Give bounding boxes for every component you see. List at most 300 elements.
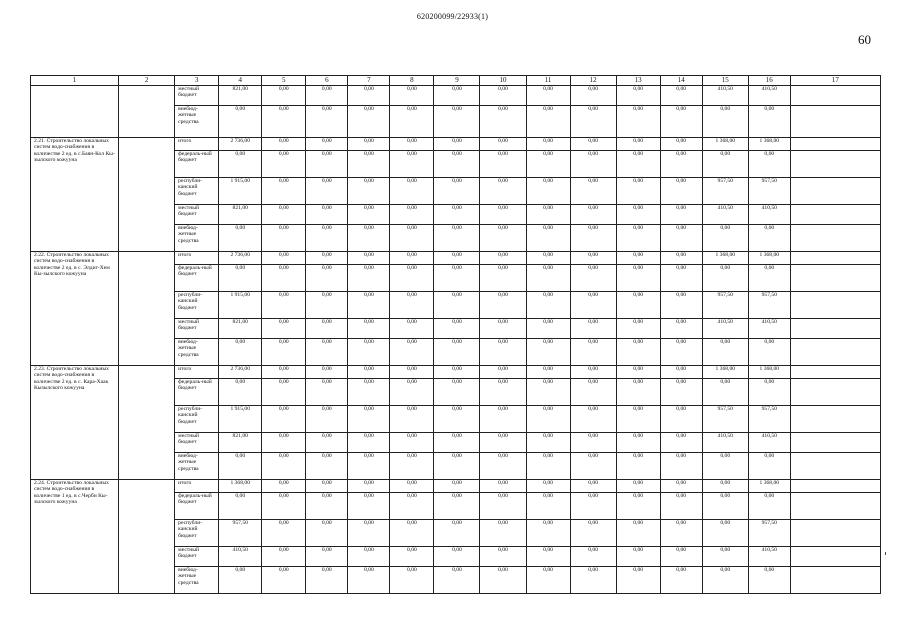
value-cell: 0,00 <box>262 339 306 366</box>
value-cell: 0,00 <box>434 520 480 547</box>
value-cell: 0,00 <box>434 547 480 567</box>
value-cell: 0,00 <box>390 379 434 406</box>
table-row <box>31 252 881 265</box>
value-cell: 0,00 <box>480 205 526 225</box>
empty-cell <box>790 453 880 480</box>
value-cell: 0,00 <box>480 520 526 547</box>
value-cell: 0,00 <box>390 106 434 138</box>
value-cell: 0,00 <box>660 138 702 151</box>
empty-cell <box>790 547 880 567</box>
value-cell: 0,00 <box>526 106 570 138</box>
value-cell: 0,00 <box>306 265 348 292</box>
empty-cell <box>790 178 880 205</box>
value-cell: 821,00 <box>219 319 262 339</box>
value-cell: 0,00 <box>390 339 434 366</box>
value-cell: 0,00 <box>390 151 434 178</box>
funding-source-cell: итого <box>175 138 219 151</box>
value-cell: 0,00 <box>616 178 660 205</box>
value-cell: 0,00 <box>262 225 306 252</box>
value-cell: 0,00 <box>348 106 390 138</box>
value-cell: 0,00 <box>262 138 306 151</box>
value-cell: 0,00 <box>660 106 702 138</box>
value-cell: 410,50 <box>748 205 790 225</box>
funding-source-cell: местный бюджет <box>175 433 219 453</box>
value-cell: 0,00 <box>219 151 262 178</box>
value-cell: 0,00 <box>570 292 616 319</box>
value-cell: 0,00 <box>570 138 616 151</box>
empty-cell <box>790 205 880 225</box>
value-cell: 0,00 <box>748 493 790 520</box>
value-cell: 0,00 <box>616 493 660 520</box>
empty-cell <box>790 433 880 453</box>
value-cell: 0,00 <box>262 319 306 339</box>
value-cell: 1 368,00 <box>219 480 262 493</box>
value-cell: 0,00 <box>660 406 702 433</box>
value-cell: 0,00 <box>390 520 434 547</box>
value-cell: 0,00 <box>616 265 660 292</box>
value-cell: 0,00 <box>570 86 616 106</box>
table-row <box>31 86 881 106</box>
table-body <box>31 86 881 594</box>
value-cell: 0,00 <box>306 379 348 406</box>
value-cell: 0,00 <box>616 379 660 406</box>
value-cell: 0,00 <box>660 265 702 292</box>
value-cell: 0,00 <box>660 205 702 225</box>
value-cell: 0,00 <box>306 480 348 493</box>
value-cell: 0,00 <box>616 520 660 547</box>
value-cell: 0,00 <box>434 225 480 252</box>
value-cell: 0,00 <box>348 433 390 453</box>
value-cell: 0,00 <box>480 339 526 366</box>
value-cell: 0,00 <box>570 319 616 339</box>
value-cell: 0,00 <box>306 86 348 106</box>
value-cell: 0,00 <box>434 319 480 339</box>
value-cell: 0,00 <box>348 86 390 106</box>
value-cell: 0,00 <box>702 225 748 252</box>
value-cell: 0,00 <box>434 480 480 493</box>
column-header: 12 <box>570 76 616 86</box>
value-cell: 0,00 <box>616 106 660 138</box>
value-cell: 1 368,00 <box>748 366 790 379</box>
empty-cell <box>790 406 880 433</box>
value-cell: 0,00 <box>434 366 480 379</box>
column-header: 4 <box>219 76 262 86</box>
value-cell: 0,00 <box>262 366 306 379</box>
value-cell: 1 368,00 <box>702 138 748 151</box>
value-cell: 0,00 <box>434 178 480 205</box>
value-cell: 0,00 <box>526 406 570 433</box>
value-cell: 0,00 <box>480 379 526 406</box>
value-cell: 0,00 <box>434 379 480 406</box>
empty-cell <box>790 265 880 292</box>
value-cell: 0,00 <box>702 567 748 594</box>
value-cell: 0,00 <box>390 433 434 453</box>
value-cell: 1 915,00 <box>219 178 262 205</box>
value-cell: 0,00 <box>748 106 790 138</box>
value-cell: 957,50 <box>748 178 790 205</box>
value-cell: 0,00 <box>702 520 748 547</box>
value-cell: 957,50 <box>702 178 748 205</box>
funding-source-cell: местный бюджет <box>175 319 219 339</box>
value-cell: 0,00 <box>526 480 570 493</box>
value-cell: 0,00 <box>616 252 660 265</box>
value-cell: 0,00 <box>348 406 390 433</box>
funding-source-cell: федераль-ный бюджет <box>175 493 219 520</box>
value-cell: 0,00 <box>526 520 570 547</box>
value-cell: 0,00 <box>390 406 434 433</box>
value-cell: 0,00 <box>262 453 306 480</box>
value-cell: 0,00 <box>262 86 306 106</box>
value-cell: 0,00 <box>570 205 616 225</box>
value-cell: 0,00 <box>702 379 748 406</box>
value-cell: 0,00 <box>702 151 748 178</box>
value-cell: 0,00 <box>526 86 570 106</box>
column-header: 17 <box>790 76 880 86</box>
value-cell: 0,00 <box>660 433 702 453</box>
value-cell: 0,00 <box>702 106 748 138</box>
value-cell: 0,00 <box>262 292 306 319</box>
value-cell: 0,00 <box>348 205 390 225</box>
value-cell: 0,00 <box>262 520 306 547</box>
value-cell: 0,00 <box>480 453 526 480</box>
empty-cell <box>790 106 880 138</box>
value-cell: 0,00 <box>748 453 790 480</box>
table-row <box>31 366 881 379</box>
value-cell: 821,00 <box>219 433 262 453</box>
value-cell: 0,00 <box>748 567 790 594</box>
value-cell: 0,00 <box>616 366 660 379</box>
value-cell: 0,00 <box>434 138 480 151</box>
value-cell: 410,50 <box>748 433 790 453</box>
value-cell: 410,50 <box>702 433 748 453</box>
value-cell: 0,00 <box>306 547 348 567</box>
funding-source-cell: внебюд-жетные средства <box>175 225 219 252</box>
value-cell: 0,00 <box>660 225 702 252</box>
value-cell: 0,00 <box>570 252 616 265</box>
value-cell: 0,00 <box>570 106 616 138</box>
value-cell: 0,00 <box>434 433 480 453</box>
funding-source-cell: местный бюджет <box>175 547 219 567</box>
value-cell: 0,00 <box>262 493 306 520</box>
empty-cell <box>790 567 880 594</box>
value-cell: 0,00 <box>434 292 480 319</box>
value-cell: 0,00 <box>434 567 480 594</box>
value-cell: 0,00 <box>526 151 570 178</box>
value-cell: 0,00 <box>570 493 616 520</box>
value-cell: 0,00 <box>570 225 616 252</box>
value-cell: 0,00 <box>434 205 480 225</box>
value-cell: 0,00 <box>348 547 390 567</box>
column-header: 8 <box>390 76 434 86</box>
value-cell: 0,00 <box>660 520 702 547</box>
value-cell: 0,00 <box>219 106 262 138</box>
funding-source-cell: республи-канский бюджет <box>175 178 219 205</box>
scan-mark <box>885 552 886 555</box>
empty-cell <box>790 252 880 265</box>
funding-source-cell: внебюд-жетные средства <box>175 453 219 480</box>
value-cell: 0,00 <box>434 339 480 366</box>
value-cell: 0,00 <box>262 433 306 453</box>
value-cell: 0,00 <box>219 379 262 406</box>
value-cell: 0,00 <box>390 225 434 252</box>
value-cell: 0,00 <box>390 292 434 319</box>
value-cell: 0,00 <box>526 379 570 406</box>
value-cell: 0,00 <box>306 225 348 252</box>
value-cell: 0,00 <box>348 567 390 594</box>
value-cell: 0,00 <box>434 406 480 433</box>
value-cell: 821,00 <box>219 205 262 225</box>
item-name-cell: 2.24. Строительство локальных систем водо-снабжения в количестве 1 ед. в с.Черби Кы-зылского кожууна <box>31 480 119 594</box>
item-name-cell: 2.23. Строительство локальных систем водо-снабжения в количестве 2 ед. в с. Кара-Хаак Кызылского кожууна <box>31 366 119 480</box>
value-cell: 0,00 <box>570 567 616 594</box>
page-number: 60 <box>858 32 871 47</box>
value-cell: 0,00 <box>702 339 748 366</box>
value-cell: 0,00 <box>262 480 306 493</box>
value-cell: 0,00 <box>306 252 348 265</box>
value-cell: 0,00 <box>526 366 570 379</box>
value-cell: 0,00 <box>616 339 660 366</box>
value-cell: 2 736,00 <box>219 366 262 379</box>
empty-cell <box>790 319 880 339</box>
value-cell: 0,00 <box>306 493 348 520</box>
value-cell: 0,00 <box>480 265 526 292</box>
value-cell: 1 915,00 <box>219 292 262 319</box>
value-cell: 0,00 <box>570 366 616 379</box>
value-cell: 0,00 <box>616 319 660 339</box>
value-cell: 410,50 <box>748 547 790 567</box>
column-header: 1 <box>31 76 119 86</box>
empty-cell <box>790 480 880 493</box>
value-cell: 0,00 <box>390 319 434 339</box>
empty-cell <box>790 151 880 178</box>
value-cell: 0,00 <box>219 567 262 594</box>
column-header: 15 <box>702 76 748 86</box>
value-cell: 0,00 <box>526 205 570 225</box>
value-cell: 0,00 <box>480 433 526 453</box>
value-cell: 0,00 <box>480 547 526 567</box>
value-cell: 0,00 <box>526 547 570 567</box>
funding-source-cell: внебюд-жетные средства <box>175 339 219 366</box>
value-cell: 0,00 <box>390 265 434 292</box>
value-cell: 0,00 <box>348 292 390 319</box>
value-cell: 0,00 <box>526 493 570 520</box>
value-cell: 0,00 <box>702 453 748 480</box>
value-cell: 0,00 <box>660 86 702 106</box>
value-cell: 0,00 <box>660 366 702 379</box>
value-cell: 0,00 <box>434 265 480 292</box>
funding-source-cell: внебюд-жетные средства <box>175 567 219 594</box>
value-cell: 0,00 <box>348 493 390 520</box>
empty-cell <box>119 480 175 594</box>
value-cell: 0,00 <box>434 151 480 178</box>
value-cell: 0,00 <box>570 151 616 178</box>
value-cell: 0,00 <box>390 480 434 493</box>
value-cell: 0,00 <box>616 138 660 151</box>
value-cell: 0,00 <box>702 265 748 292</box>
value-cell: 0,00 <box>748 265 790 292</box>
value-cell: 0,00 <box>480 292 526 319</box>
value-cell: 0,00 <box>480 480 526 493</box>
value-cell: 410,50 <box>702 319 748 339</box>
empty-cell <box>119 366 175 480</box>
column-header: 9 <box>434 76 480 86</box>
value-cell: 0,00 <box>480 366 526 379</box>
value-cell: 0,00 <box>616 292 660 319</box>
value-cell: 0,00 <box>434 252 480 265</box>
funding-source-cell: местный бюджет <box>175 205 219 225</box>
value-cell: 0,00 <box>219 265 262 292</box>
value-cell: 0,00 <box>262 151 306 178</box>
value-cell: 0,00 <box>390 567 434 594</box>
value-cell: 0,00 <box>262 106 306 138</box>
value-cell: 0,00 <box>702 547 748 567</box>
funding-source-cell: итого <box>175 366 219 379</box>
value-cell: 0,00 <box>348 178 390 205</box>
item-name-cell: 2.21. Строительство локальных систем водо-снабжения в количестве 2 ед. в с.Баян-Кол Кы-зылского кожууна <box>31 138 119 252</box>
column-header: 10 <box>480 76 526 86</box>
value-cell: 0,00 <box>390 252 434 265</box>
value-cell: 0,00 <box>348 252 390 265</box>
value-cell: 0,00 <box>660 292 702 319</box>
empty-cell <box>790 138 880 151</box>
value-cell: 0,00 <box>702 480 748 493</box>
value-cell: 0,00 <box>219 339 262 366</box>
funding-source-cell: местный бюджет <box>175 86 219 106</box>
table-row <box>31 138 881 151</box>
value-cell: 0,00 <box>526 265 570 292</box>
value-cell: 0,00 <box>262 252 306 265</box>
column-header: 3 <box>175 76 219 86</box>
value-cell: 0,00 <box>660 319 702 339</box>
value-cell: 410,50 <box>748 319 790 339</box>
value-cell: 0,00 <box>306 567 348 594</box>
value-cell: 0,00 <box>480 225 526 252</box>
value-cell: 0,00 <box>348 138 390 151</box>
value-cell: 0,00 <box>434 453 480 480</box>
value-cell: 0,00 <box>390 138 434 151</box>
value-cell: 0,00 <box>390 205 434 225</box>
value-cell: 0,00 <box>616 453 660 480</box>
value-cell: 0,00 <box>480 178 526 205</box>
document-id: 620200099/22933(1) <box>416 12 489 21</box>
value-cell: 1 368,00 <box>748 480 790 493</box>
value-cell: 0,00 <box>748 151 790 178</box>
value-cell: 0,00 <box>616 205 660 225</box>
value-cell: 0,00 <box>219 225 262 252</box>
value-cell: 0,00 <box>660 252 702 265</box>
value-cell: 957,50 <box>219 520 262 547</box>
column-header: 13 <box>616 76 660 86</box>
value-cell: 0,00 <box>616 406 660 433</box>
funding-source-cell: итого <box>175 480 219 493</box>
empty-cell <box>119 138 175 252</box>
value-cell: 957,50 <box>748 292 790 319</box>
value-cell: 0,00 <box>480 252 526 265</box>
column-header: 14 <box>660 76 702 86</box>
value-cell: 0,00 <box>570 339 616 366</box>
value-cell: 0,00 <box>616 480 660 493</box>
value-cell: 0,00 <box>702 493 748 520</box>
value-cell: 0,00 <box>306 205 348 225</box>
value-cell: 0,00 <box>570 547 616 567</box>
value-cell: 0,00 <box>748 339 790 366</box>
value-cell: 0,00 <box>262 547 306 567</box>
value-cell: 0,00 <box>526 225 570 252</box>
value-cell: 0,00 <box>526 138 570 151</box>
value-cell: 0,00 <box>348 520 390 547</box>
value-cell: 410,50 <box>748 86 790 106</box>
empty-cell <box>790 86 880 106</box>
value-cell: 0,00 <box>526 339 570 366</box>
funding-source-cell: внебюд-жетные средства <box>175 106 219 138</box>
value-cell: 0,00 <box>348 265 390 292</box>
column-header: 5 <box>262 76 306 86</box>
value-cell: 0,00 <box>480 406 526 433</box>
value-cell: 0,00 <box>748 225 790 252</box>
value-cell: 0,00 <box>434 106 480 138</box>
value-cell: 0,00 <box>660 547 702 567</box>
value-cell: 0,00 <box>570 265 616 292</box>
column-header: 7 <box>348 76 390 86</box>
value-cell: 1 368,00 <box>702 252 748 265</box>
value-cell: 1 368,00 <box>748 252 790 265</box>
value-cell: 410,50 <box>702 205 748 225</box>
value-cell: 0,00 <box>526 178 570 205</box>
value-cell: 0,00 <box>390 493 434 520</box>
value-cell: 0,00 <box>660 567 702 594</box>
value-cell: 0,00 <box>616 225 660 252</box>
empty-cell <box>119 86 175 138</box>
value-cell: 0,00 <box>306 433 348 453</box>
empty-cell <box>790 493 880 520</box>
value-cell: 410,50 <box>702 86 748 106</box>
value-cell: 0,00 <box>390 453 434 480</box>
value-cell: 0,00 <box>306 339 348 366</box>
value-cell: 0,00 <box>348 379 390 406</box>
value-cell: 0,00 <box>480 567 526 594</box>
value-cell: 957,50 <box>748 406 790 433</box>
value-cell: 0,00 <box>262 406 306 433</box>
value-cell: 0,00 <box>306 292 348 319</box>
value-cell: 0,00 <box>306 178 348 205</box>
value-cell: 0,00 <box>570 379 616 406</box>
value-cell: 0,00 <box>219 453 262 480</box>
table-header-row <box>31 76 881 86</box>
value-cell: 0,00 <box>348 319 390 339</box>
value-cell: 0,00 <box>306 366 348 379</box>
value-cell: 0,00 <box>219 493 262 520</box>
value-cell: 0,00 <box>262 379 306 406</box>
value-cell: 1 368,00 <box>702 366 748 379</box>
value-cell: 0,00 <box>480 493 526 520</box>
value-cell: 0,00 <box>480 106 526 138</box>
value-cell: 2 736,00 <box>219 138 262 151</box>
value-cell: 0,00 <box>348 151 390 178</box>
value-cell: 0,00 <box>306 453 348 480</box>
value-cell: 0,00 <box>570 453 616 480</box>
value-cell: 0,00 <box>616 151 660 178</box>
value-cell: 0,00 <box>390 547 434 567</box>
item-name-cell <box>31 86 119 138</box>
value-cell: 0,00 <box>660 379 702 406</box>
funding-source-cell: республи-канский бюджет <box>175 520 219 547</box>
value-cell: 957,50 <box>702 406 748 433</box>
value-cell: 0,00 <box>262 265 306 292</box>
column-header: 2 <box>119 76 175 86</box>
value-cell: 0,00 <box>306 406 348 433</box>
item-name-cell: 2.22. Строительство локальных систем водо-снабжения в количестве 2 ед. в с. Элдиг-Хем Кы-зылского кожууна <box>31 252 119 366</box>
value-cell: 1 368,00 <box>748 138 790 151</box>
